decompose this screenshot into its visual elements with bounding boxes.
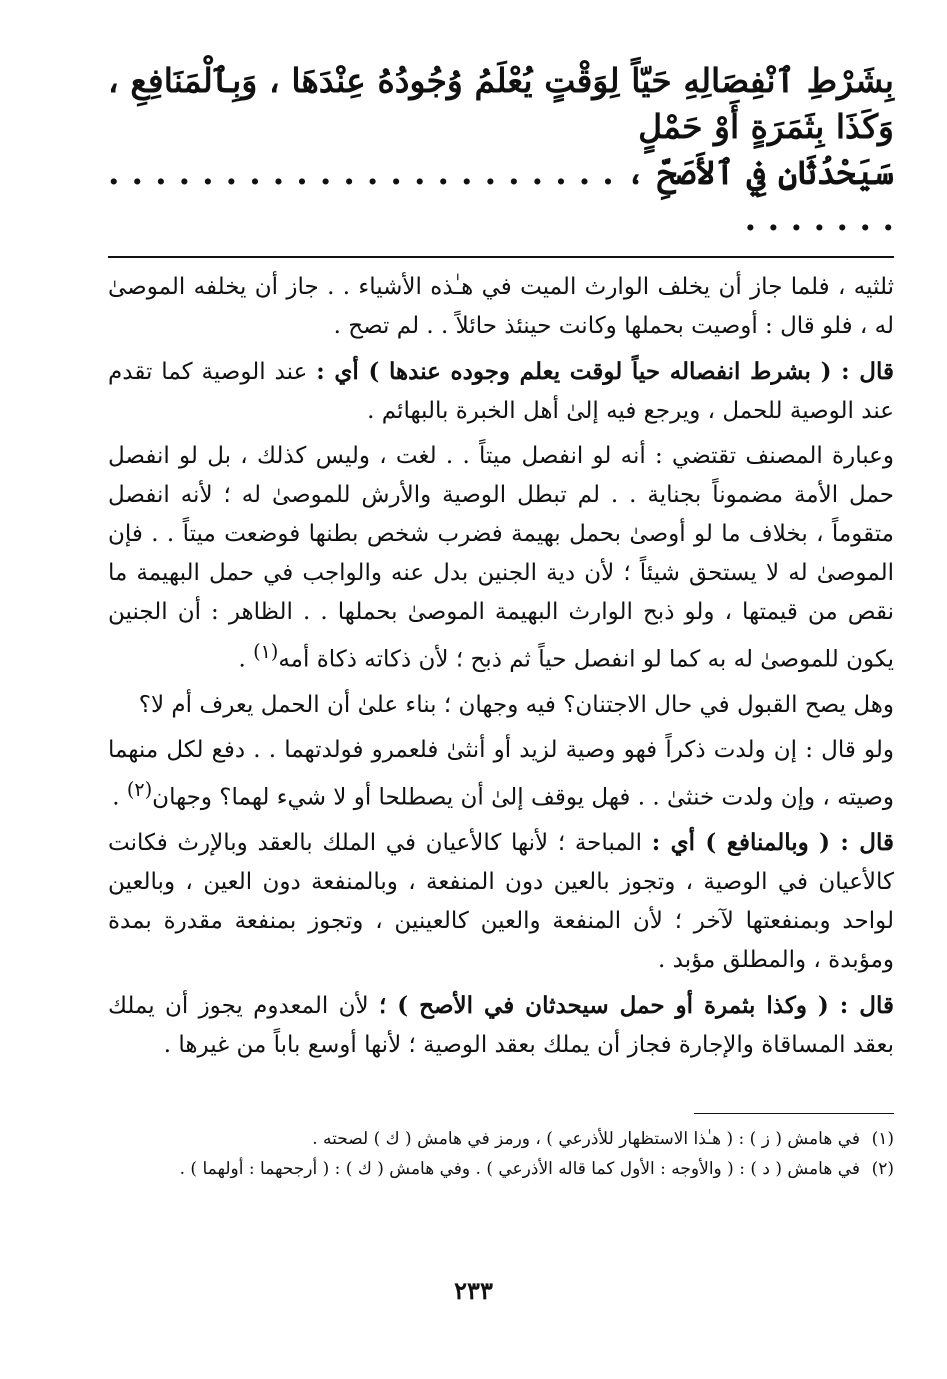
paragraph-3-text: وعبارة المصنف تقتضي : أنه لو انفصل ميتاً . . لغت ، وليس كذلك ، بل لو انفصل حمل الأمة مضموناً بجناية . . لم تبطل الوصية والأرش للموصىٰ له ؛ لأنه انفصل متقوماً ، بخلاف ما لو أوصىٰ بحمل بهيمة فضرب شخص بطنها فوضعت ميتاً . . فإن الموصىٰ له لا يستحق شيئاً ؛ لأن دية الجنين بدل عنه والواجب في حمل البهيمة ما نقص من قيمتها ، ولو ذبح الوارث البهيمة الموصىٰ بحملها . . الظاهر : أن الجنين يكون للموصىٰ له به كما لو انفصل حياً ثم ذبح ؛ لأن ذكاته ذكاة أمه bbox=[108, 443, 894, 673]
footnote-2-text: في هامش ( د ) : ( والأوجه : الأول كما قاله الأذرعي ) . وفي هامش ( ك ) : ( أرجحهما : أولهما ) . bbox=[179, 1159, 860, 1180]
paragraph-2-text: عند الوصية كما تقدم عند الوصية للحمل ، ويرجع فيه إلىٰ أهل الخبرة بالبهائم . bbox=[108, 359, 894, 424]
footnote-1-number: (١) bbox=[871, 1129, 894, 1150]
paragraph-5-text: ولو قال : إن ولدت ذكراً فهو وصية لزيد أو أنثىٰ فلعمرو فولدتهما . . دفع لكل منهما وصيته ، وإن ولدت خنثىٰ . . فهل يوقف إلىٰ أن يصطلحا أو لا شيء لهما؟ وجهان bbox=[108, 736, 894, 811]
page-body bbox=[108, 58, 894, 1184]
quote-label-1: قال : ( بشرط انفصاله حياً لوقت يعلم وجوده عندها ) أي : bbox=[316, 358, 894, 385]
commentary-paragraph-4: وهل يصح القبول في حال الاجتنان؟ فيه وجهان ؛ بناء علىٰ أن الحمل يعرف أم لا؟ bbox=[138, 691, 894, 718]
paragraph-7-text: لأن المعدوم يجوز أن يملك بعقد المساقاة والإجارة فجاز أن يملك بعقد الوصية ؛ لأنها أوسع باباً من غيرها . bbox=[108, 993, 894, 1059]
commentary bbox=[108, 268, 894, 1065]
footnote-ref-1: (١) bbox=[253, 640, 279, 663]
matn-text bbox=[108, 58, 894, 242]
matn-line-2 bbox=[108, 150, 894, 242]
commentary-paragraph-2 bbox=[108, 352, 894, 431]
matn-line-1: بِشَرْطِ ٱنْفِصَالِهِ حَيّاً لِوَقْتٍ يُعْلَمُ وُجُودُهُ عِنْدَهَا ، وَبِٱلْمَنَافِعِ ، وَكَذَا بِثَمَرَةٍ أَوْ حَمْلٍ bbox=[108, 61, 894, 146]
quote-label-2: قال : ( وبالمنافع ) أي : bbox=[651, 829, 894, 857]
commentary-paragraph-3 bbox=[108, 437, 894, 680]
quote-label-3: قال : ( وكذا بثمرة أو حمل سيحدثان في الأصح ) ؛ bbox=[378, 992, 895, 1020]
paragraph-6-text: المباحة ؛ لأنها كالأعيان في الملك بالعقد وبالإرث فكانت كالأعيان في الوصية ، وتجوز بالعين دون المنفعة ، وبالمنفعة دون العين ، وبالعين لواحد وبمنفعتها لآخر ؛ لأن المنفعة والعين كالعينين ، وتجوز بمنفعة مقدرة بمدة ومؤبدة ، والمطلق مؤبد . bbox=[108, 830, 894, 974]
commentary-paragraph-6 bbox=[108, 823, 894, 980]
matn-line-2-text: سَيَحْدُثَانِ فِي ٱلأَصَحِّ ، bbox=[625, 153, 895, 192]
footnote-1-text: في هامش ( ز ) : ( هـٰذا الاستظهار للأذرعي ) ، ورمز في هامش ( ك ) لصحته . bbox=[312, 1129, 860, 1150]
commentary-paragraph-7 bbox=[108, 986, 894, 1065]
footnotes bbox=[108, 1124, 894, 1184]
footnote-1 bbox=[108, 1124, 894, 1154]
footnote-divider bbox=[694, 1113, 894, 1114]
matn-dots: . . . . . . . . . . . . . . . . . . . . . . . . . . . . . bbox=[108, 153, 894, 238]
commentary-paragraph-5 bbox=[108, 731, 894, 818]
matn-divider bbox=[108, 256, 894, 258]
page-number: ٢٣٣ bbox=[454, 1276, 493, 1305]
paragraph-5-end: . bbox=[112, 784, 127, 811]
commentary-paragraph-1: ثلثيه ، فلما جاز أن يخلف الوارث الميت في هـٰذه الأشياء . . جاز أن يخلفه الموصىٰ له ، فلو قال : أوصيت بحملها وكانت حينئذ حائلاً . . لم تصح . bbox=[108, 274, 894, 339]
footnote-2 bbox=[108, 1154, 894, 1184]
footnote-2-number: (٢) bbox=[871, 1159, 894, 1180]
paragraph-3-end: . bbox=[238, 646, 254, 673]
footnote-ref-2: (٢) bbox=[126, 777, 153, 801]
